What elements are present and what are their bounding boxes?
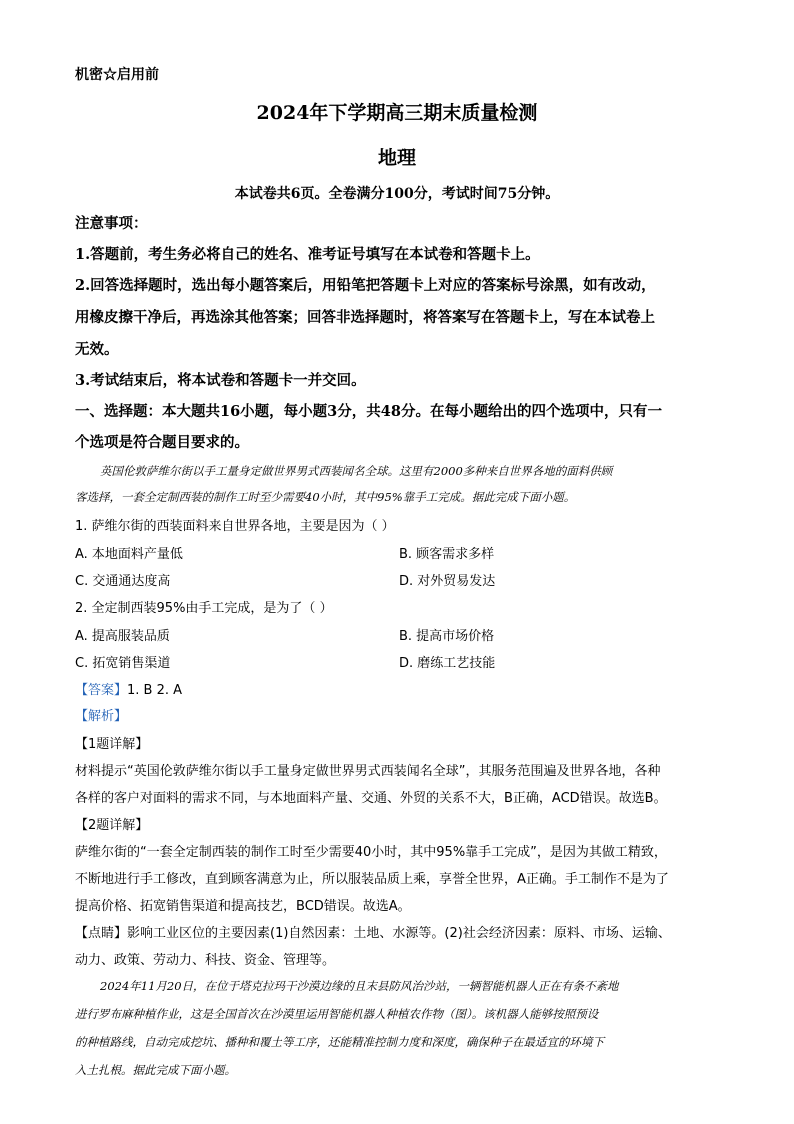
notice-heading: 注意事项： (75, 215, 148, 232)
detail-2-label: 【2题详解】 (75, 818, 149, 833)
q2-stem: 2. 全定制西装95%由手工完成，是为了（ ） (75, 601, 333, 616)
notice-item-2b: 用橡皮擦干净后，再选涂其他答案；回答非选择题时，将答案写在答题卡上，写在本试卷上 (75, 309, 655, 326)
q1-stem: 1. 萨维尔街的西装面料来自世界各地，主要是因为（ ） (75, 519, 395, 534)
notice-item-3: 3.考试结束后，将本试卷和答题卡一并交回。 (75, 372, 366, 389)
q2-option-a: A. 提高服装品质 (75, 629, 170, 644)
detail-1-line-2: 各样的客户对面料的需求不同，与本地面料产量、交通、外贸的关系不大，B正确，ACD错误。故选B。 (75, 791, 667, 806)
q2-option-c: C. 拓宽销售渠道 (75, 656, 171, 671)
tip-line-1 (75, 922, 671, 941)
section-1-line-2: 个选项是符合题目要求的。 (75, 434, 249, 451)
detail-1-line-1: 材料提示“英国伦敦萨维尔街以手工量身定做世界男式西装闻名全球”，其服务范围遍及世界各地，各种 (75, 764, 661, 779)
q1-option-b: B. 顾客需求多样 (399, 547, 495, 562)
passage-2-line-4: 入土扎根。据此完成下面小题。 (75, 1063, 236, 1077)
secret-label: 机密☆启用前 (75, 67, 159, 83)
detail-2-line-1: 萨维尔街的“一套全定制西装的制作工时至少需要40小时，其中95%靠手工完成”，是因为其做工精致， (75, 845, 667, 860)
detail-2-line-3: 提高价格、拓宽销售渠道和提高技艺，BCD错误。故选A。 (75, 899, 411, 914)
notice-item-1: 1.答题前，考生务必将自己的姓名、准考证号填写在本试卷和答题卡上。 (75, 246, 540, 263)
passage-1-line-1: 英国伦敦萨维尔街以手工量身定做世界男式西装闻名全球。这里有2000多种来自世界各地的面料供顾 (100, 464, 613, 478)
detail-1-label: 【1题详解】 (75, 737, 149, 752)
answer-value: 1. B 2. A (127, 683, 183, 698)
passage-2-line-1: 2024年11月20日，在位于塔克拉玛干沙漠边缘的且末县防风治沙站，一辆智能机器人正在有条不紊地 (100, 979, 619, 993)
section-1-line-1: 一、选择题：本大题共16小题，每小题3分，共48分。在每小题给出的四个选项中，只有一 (75, 403, 662, 420)
passage-1-line-2: 客选择，一套全定制西装的制作工时至少需要40小时，其中95%靠手工完成。据此完成下面小题。 (75, 490, 576, 504)
tip-label: 【点睛】 (75, 926, 128, 941)
q1-option-a: A. 本地面料产量低 (75, 547, 183, 562)
subject-title: 地理 (377, 147, 416, 169)
analysis-label: 【解析】 (75, 709, 128, 724)
detail-2-line-2: 不断地进行手工修改，直到顾客满意为止，所以服装品质上乘，享誉全世界，A正确。手工制作不是为了 (75, 872, 669, 887)
q1-option-d: D. 对外贸易发达 (399, 574, 496, 589)
answer-line (75, 679, 182, 698)
exam-info: 本试卷共6页。全卷满分100分，考试时间75分钟。 (234, 186, 560, 202)
exam-title: 2024年下学期高三期末质量检测 (256, 102, 538, 124)
notice-item-2c: 无效。 (75, 341, 119, 358)
passage-2-line-3: 的种植路线，自动完成挖坑、播种和覆土等工序，还能精准控制力度和深度，确保种子在最适宜的环境下 (75, 1035, 604, 1049)
q1-option-c: C. 交通通达度高 (75, 574, 171, 589)
q2-option-b: B. 提高市场价格 (399, 629, 495, 644)
passage-2-line-2: 进行罗布麻种植作业，这是全国首次在沙漠里运用智能机器人种植农作物（图）。该机器人能够按照预设 (75, 1007, 599, 1021)
answer-label: 【答案】 (75, 683, 128, 698)
notice-item-2a: 2.回答选择题时，选出每小题答案后，用铅笔把答题卡上对应的答案标号涂黑，如有改动， (75, 277, 656, 294)
q2-option-d: D. 磨练工艺技能 (399, 656, 496, 671)
tip-text-1: 影响工业区位的主要因素(1)自然因素：土地、水源等。(2)社会经济因素：原料、市场、运输、 (127, 926, 671, 941)
tip-line-2: 动力、政策、劳动力、科技、资金、管理等。 (75, 953, 336, 968)
